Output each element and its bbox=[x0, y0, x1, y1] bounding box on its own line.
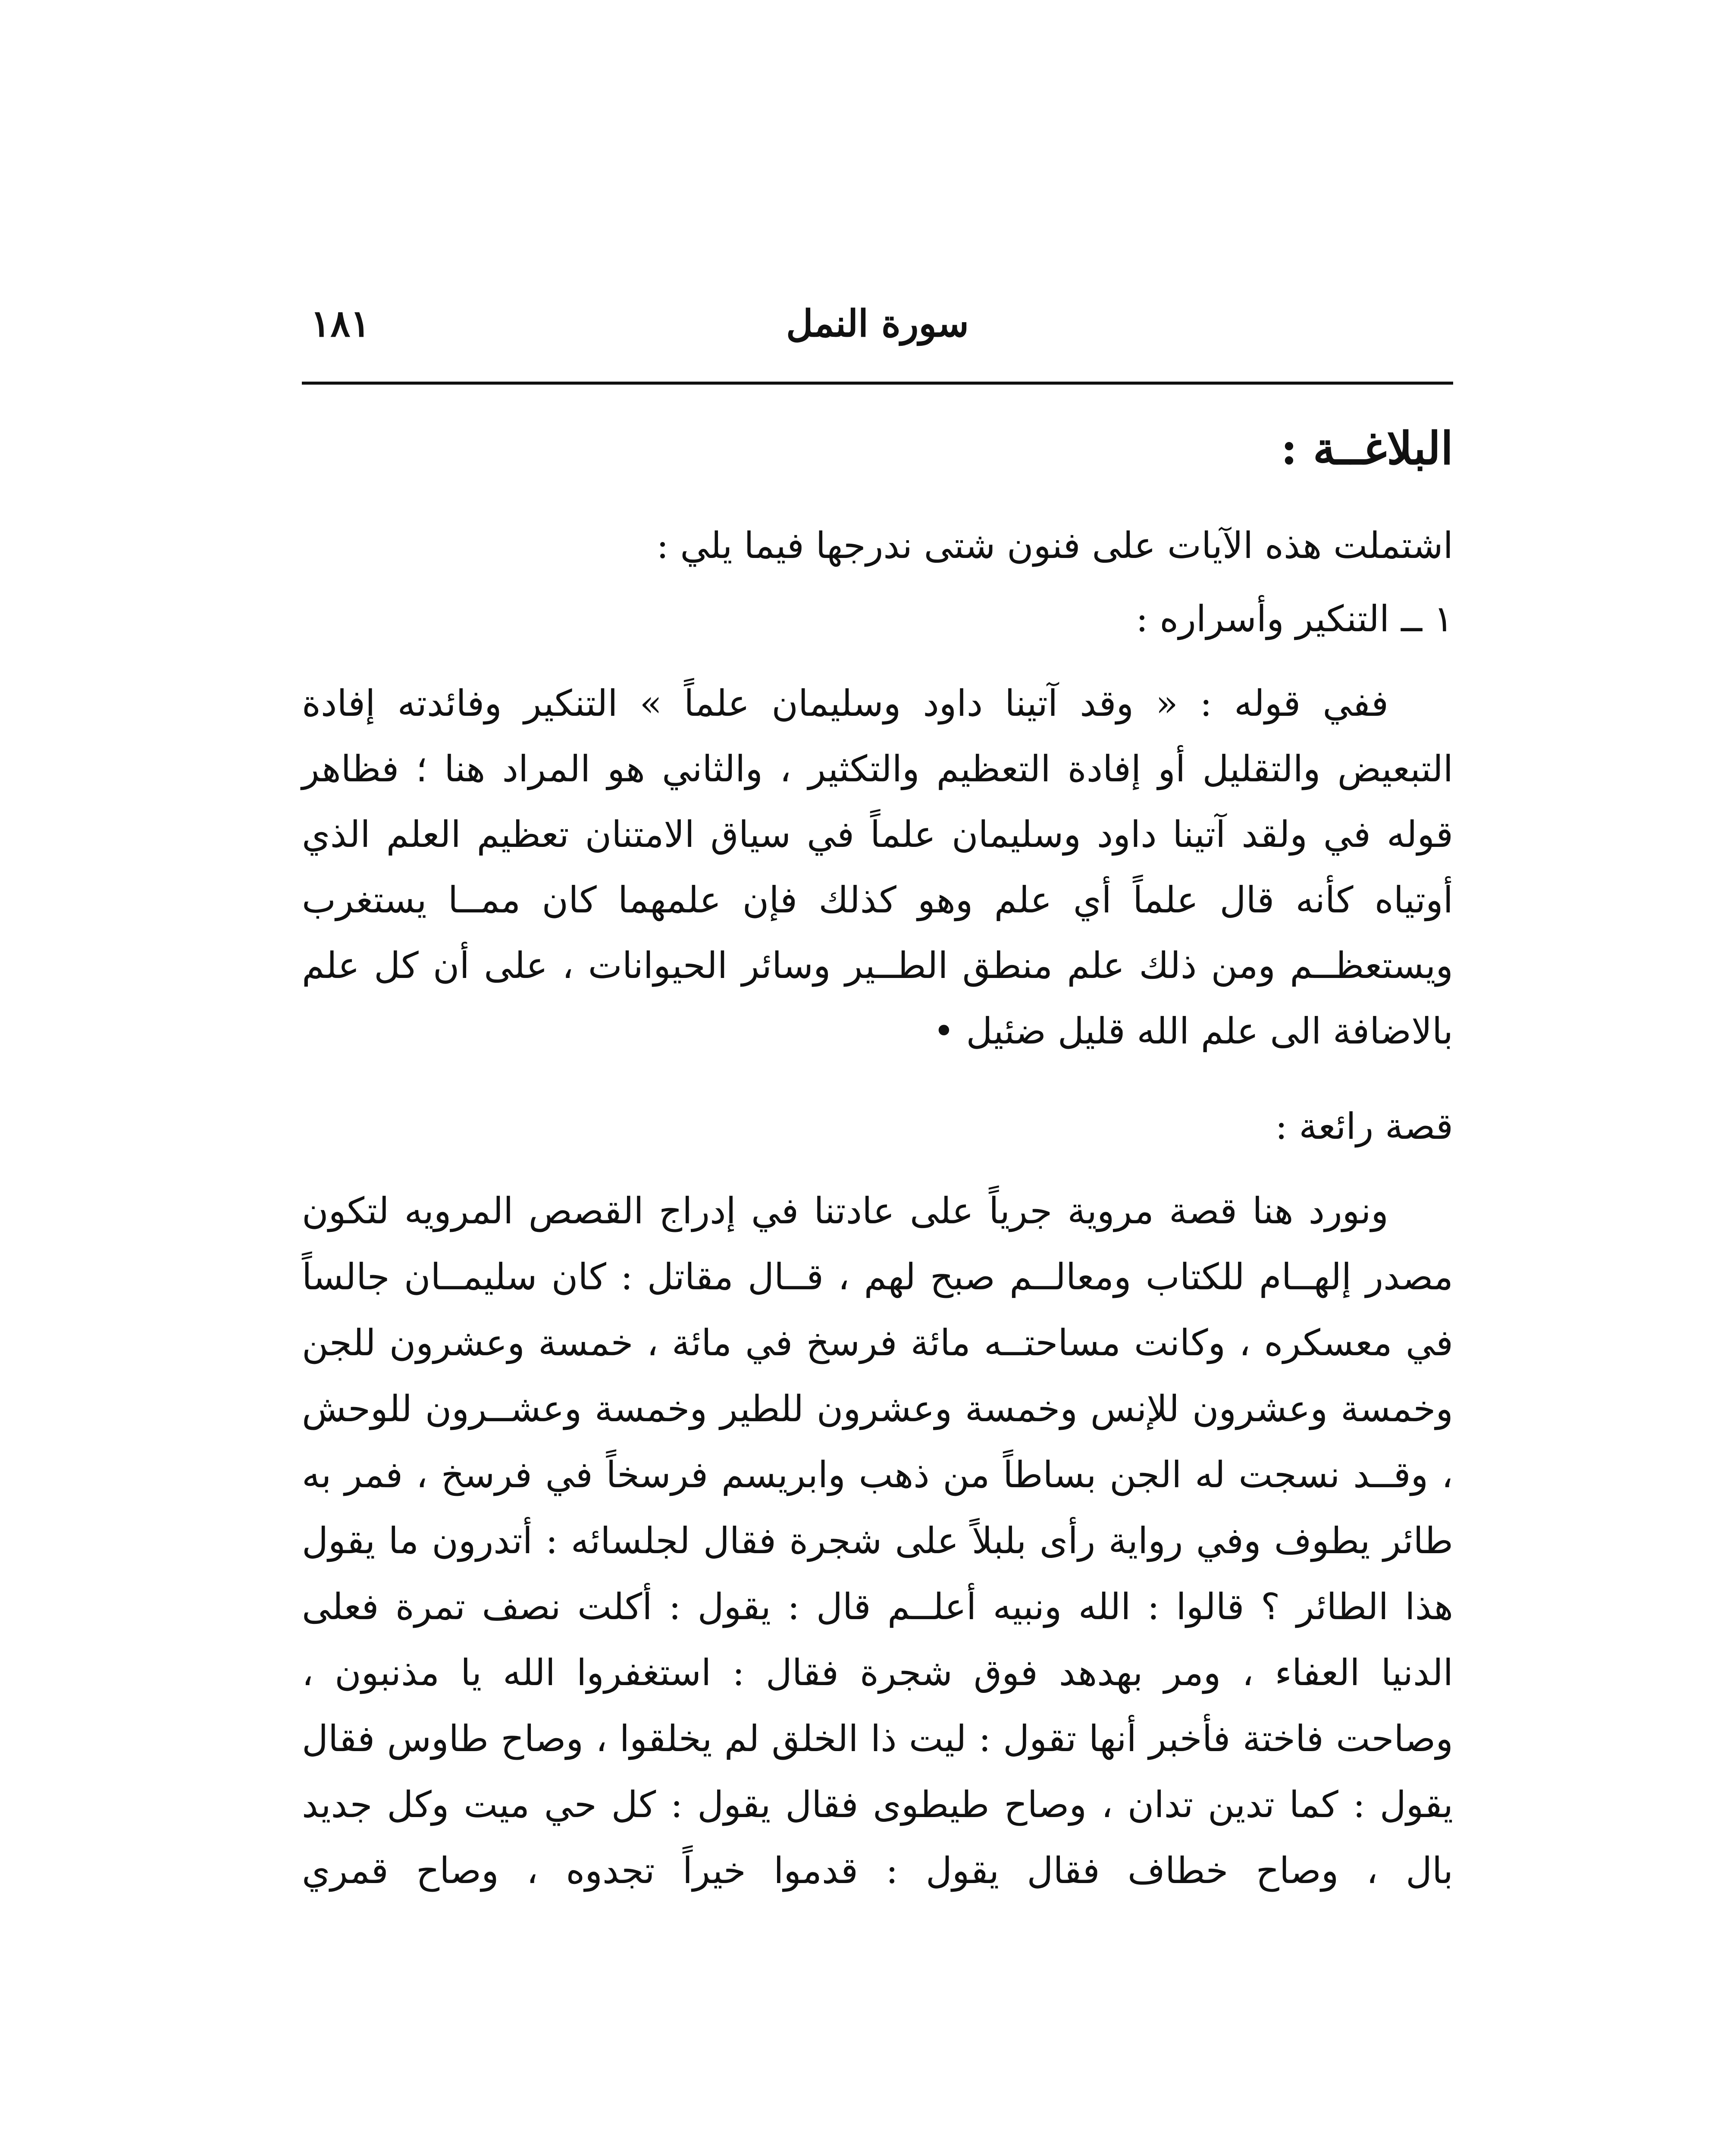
running-header bbox=[302, 298, 1453, 362]
subheading-story: قصة رائعة : bbox=[1275, 1105, 1453, 1147]
running-title: سورة النمل bbox=[786, 302, 969, 345]
page-number: ١٨١ bbox=[310, 302, 370, 345]
intro-line: اشتملت هذه الآيات على فنون شتى ندرجها فيما يلي : bbox=[656, 524, 1453, 567]
paragraph-indefiniteness: ففي قوله : « وقد آتينا داود وسليمان علماً » التنكير وفائدته إفادة التبعيض والتقليل أو إفادة التعظيم والتكثير ، والثاني هو المراد هنا ؛ فظاهر قوله في ولقد آتينا داود وسليمان علماً في سياق الامتنان تعظيم العلم الذي أوتياه كأنه قال علماً أي علم وهو كذلك فإن علمهما كان ممــا يستغرب ويستعظــم ومن ذلك علم منطق الطــير وسائر الحيوانات ، على أن كل علم بالاضافة الى علم الله قليل ضئيل • bbox=[302, 682, 1453, 1052]
subheading-indefiniteness: ١ ــ التنكير وأسراره : bbox=[1136, 598, 1453, 640]
page-body bbox=[302, 414, 1453, 1904]
paragraph-story: ونورد هنا قصة مروية جرياً على عادتنا في إدراج القصص المرويه لتكون مصدر إلهــام للكتاب ومعالــم صبح لهم ، قــال مقاتل : كان سليمــان جالساً في معسكره ، وكانت مساحتــه مائة فرسخ في مائة ، خمسة وعشرون للجن وخمسة وعشرون للإنس وخمسة وعشرون للطير وخمسة وعشــرون للوحش ، وقــد نسجت له الجن بساطاً من ذهب وابريسم فرسخاً في فرسخ ، فمر به طائر يطوف وفي رواية رأى بلبلاً على شجرة فقال لجلسائه : أتدرون ما يقول هذا الطائر ؟ قالوا : الله ونبيه أعلــم قال : يقول : أكلت نصف تمرة فعلى الدنيا العفاء ، ومر بهدهد فوق شجرة فقال : استغفروا الله يا مذنبون ، وصاحت فاختة فأخبر أنها تقول : ليت ذا الخلق لم يخلقوا ، وصاح طاوس فقال يقول : كما تدين تدان ، وصاح طيطوى فقال يقول : كل حي ميت وكل جديد بال ، وصاح خطاف فقال يقول : قدموا خيراً تجدوه ، وصاح قمري bbox=[302, 1190, 1453, 1892]
section-heading: البلاغــة : bbox=[1281, 422, 1453, 475]
header-rule bbox=[302, 382, 1453, 385]
